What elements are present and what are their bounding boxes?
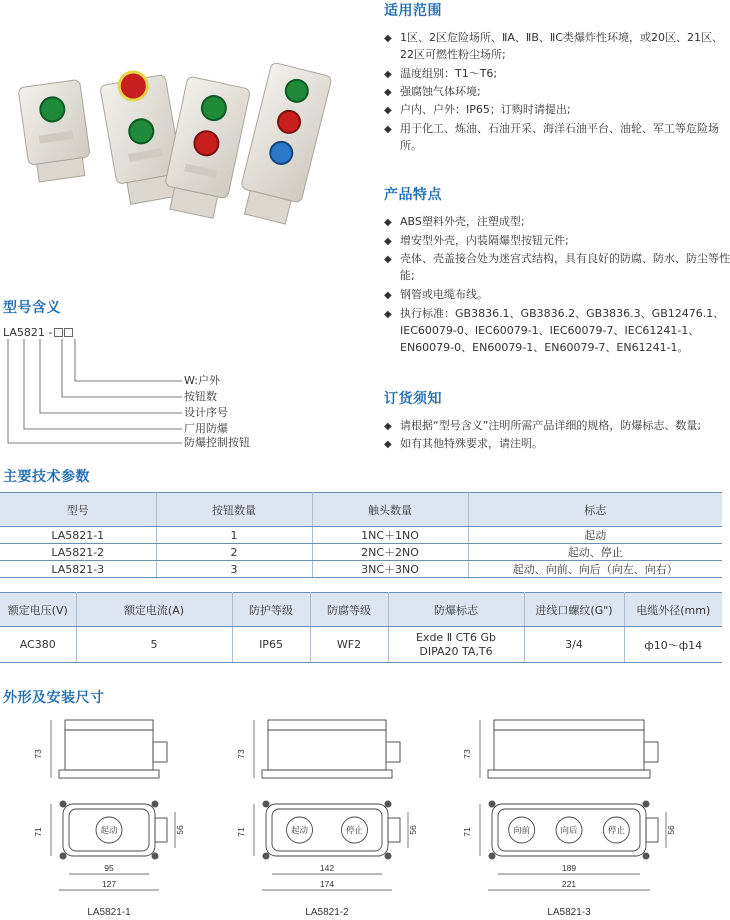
table-header-cell: 型号	[0, 493, 156, 527]
diamond-bullet-icon: ◆	[384, 33, 392, 44]
table-cell: LA5821-2	[0, 544, 156, 561]
inner-dimension: 142	[319, 863, 335, 873]
ordering-item: ◆ 请根据“型号含义”注明所需产品详细的规格，防爆标志、数量;	[384, 417, 730, 434]
ex-mark-line-2: DIPA20 TA,T6	[419, 644, 493, 658]
table-cell: IP65	[232, 627, 310, 663]
table-row	[0, 527, 722, 544]
mounting-screw-icon	[263, 853, 270, 860]
mounting-screw-icon	[263, 801, 270, 808]
table-row	[0, 544, 722, 561]
table-cell	[388, 627, 524, 663]
scope-item: ◆ 户内、户外：IP65；订购时请提出;	[384, 101, 730, 118]
drawing-caption: LA5821-1	[87, 907, 131, 918]
outer-dimension: 174	[319, 879, 335, 889]
outer-dimension: 221	[561, 879, 577, 889]
table-cell: LA5821-3	[0, 561, 156, 578]
model-label-design: 设计序号	[184, 406, 228, 419]
table-cell: 起动、向前、向后（向左、向右）	[468, 561, 722, 578]
table-header-cell: 防腐等级	[310, 593, 388, 627]
button-label: 起动	[290, 825, 309, 835]
outer-dimension: 127	[101, 879, 117, 889]
table-header-row	[0, 593, 722, 627]
diamond-bullet-icon: ◆	[384, 309, 392, 320]
table-cell: 1	[156, 527, 312, 544]
table-header-cell: 额定电流(A)	[76, 593, 232, 627]
inner-dimension: 95	[104, 863, 114, 873]
table-header-cell: 触头数量	[312, 493, 468, 527]
model-meaning-title: 型号含义	[3, 300, 61, 316]
diamond-bullet-icon: ◆	[384, 124, 392, 135]
feature-item: ◆ 钢管或电缆布线。	[384, 286, 730, 303]
diamond-bullet-icon: ◆	[384, 87, 392, 98]
mounting-screw-icon	[60, 801, 67, 808]
button-label: 停止	[345, 825, 364, 835]
mounting-screw-icon	[489, 801, 496, 808]
enclosure-1	[18, 79, 93, 183]
feature-item: ◆ 执行标准：GB3836.1、GB3836.2、GB3836.3、GB12476.1、IEC60079-0、IEC60079-1、IEC60079-7、IEC61241-1、EN60079-0、EN60079-1、EN60079-7、EN61241-1。	[384, 307, 725, 354]
params-table-2	[0, 592, 722, 663]
scope-item: ◆ 温度组别：T1～T6;	[384, 65, 730, 82]
model-code: LA5821 -	[3, 326, 73, 339]
table-cell: 2	[156, 544, 312, 561]
features-title: 产品特点	[384, 187, 442, 203]
ordering-title: 订货须知	[384, 391, 442, 407]
button-label: 向前	[513, 825, 531, 835]
table-cell: WF2	[310, 627, 388, 663]
height-dimension: 73	[236, 749, 246, 759]
lid-outline	[268, 720, 386, 730]
table-header-cell: 按钮数量	[156, 493, 312, 527]
gland-outline	[644, 742, 658, 762]
table-header-cell: 进线口螺纹(G")	[524, 593, 624, 627]
table-header-cell: 防爆标志	[388, 593, 524, 627]
table-cell: 起动	[468, 527, 722, 544]
table-header-cell: 防护等级	[232, 593, 310, 627]
model-leader-lines	[0, 335, 190, 445]
enclosure-4	[235, 62, 332, 226]
mounting-screw-icon	[152, 801, 159, 808]
table-cell: AC380	[0, 627, 76, 663]
table-cell: 5	[76, 627, 232, 663]
table-cell: 2NC＋2NO	[312, 544, 468, 561]
table-cell: 起动、停止	[468, 544, 722, 561]
scope-item: ◆ 用于化工、炼油、石油开采、海洋石油平台、油轮、军工等危险场所。	[384, 122, 719, 152]
diamond-bullet-icon: ◆	[384, 421, 392, 432]
scope-title: 适用范围	[384, 3, 442, 19]
depth-dimension: 71	[236, 827, 246, 837]
mounting-screw-icon	[152, 853, 159, 860]
params-table-1	[0, 492, 722, 578]
mounting-screw-icon	[385, 853, 392, 860]
mounting-screw-icon	[643, 853, 650, 860]
table-header-cell: 标志	[468, 493, 722, 527]
plan-gland-outline	[155, 818, 167, 842]
inner-dimension: 189	[561, 863, 577, 873]
side-dimension: 56	[408, 825, 418, 835]
depth-dimension: 71	[33, 827, 43, 837]
diamond-bullet-icon: ◆	[384, 290, 392, 301]
table-cell: 3NC＋3NO	[312, 561, 468, 578]
model-label-factory: 厂用防爆	[184, 422, 228, 435]
body-outline	[268, 730, 386, 770]
diamond-bullet-icon: ◆	[384, 217, 392, 228]
model-label-buttons: 按钮数	[184, 390, 217, 403]
base-outline	[262, 770, 392, 778]
table-cell: LA5821-1	[0, 527, 156, 544]
table-cell: 1NC＋1NO	[312, 527, 468, 544]
mounting-screw-icon	[385, 801, 392, 808]
scope-item: ◆ 1区、2区危险场所、ⅡA、ⅡB、ⅡC类爆炸性环境，或20区、21区、22区可燃性粉尘场所;	[384, 31, 723, 61]
table-row	[0, 561, 722, 578]
mounting-screw-icon	[489, 853, 496, 860]
body-outline	[494, 730, 644, 770]
mounting-screw-icon	[60, 853, 67, 860]
button-label: 向后	[560, 825, 578, 835]
lid-outline	[494, 720, 644, 730]
feature-item: ◆ 增安型外壳，内装隔爆型按钮元件;	[384, 232, 730, 249]
table-header-cell: 电缆外径(mm)	[624, 593, 722, 627]
mounting-screw-icon	[643, 801, 650, 808]
diamond-bullet-icon: ◆	[384, 254, 392, 265]
table-header-row	[0, 493, 722, 527]
plan-outline	[266, 804, 388, 856]
ex-mark-line-1: Exde Ⅱ CT6 Gb	[415, 630, 497, 644]
table-cell: ф10～ф14	[624, 627, 722, 663]
button-label: 起动	[100, 825, 118, 835]
feature-item: ◆ 壳体、壳盖接合处为迷宫式结构，具有良好的防腐、防水、防尘等性能;	[384, 252, 730, 282]
plan-gland-outline	[388, 818, 400, 842]
dimension-drawings	[0, 712, 730, 920]
table-header-cell: 额定电压(V)	[0, 593, 76, 627]
base-outline	[488, 770, 650, 778]
model-label-type: 防爆控制按钮	[184, 436, 250, 449]
lid-outline	[65, 720, 153, 730]
side-dimension: 56	[175, 825, 185, 835]
button-label: 停止	[607, 825, 625, 835]
gland-outline	[153, 742, 167, 762]
table-row	[0, 627, 722, 663]
height-dimension: 73	[462, 749, 472, 759]
scope-item: ◆ 强腐蚀气体环境;	[384, 83, 730, 100]
table-cell: 3/4	[524, 627, 624, 663]
diamond-bullet-icon: ◆	[384, 69, 392, 80]
plan-gland-outline	[646, 818, 658, 842]
dimensions-title: 外形及安装尺寸	[3, 690, 105, 706]
tech-params-title: 主要技术参数	[3, 469, 90, 485]
enclosure-3	[160, 76, 250, 220]
diamond-bullet-icon: ◆	[384, 439, 392, 450]
table-cell: 3	[156, 561, 312, 578]
diamond-bullet-icon: ◆	[384, 236, 392, 247]
body-outline	[65, 730, 153, 770]
drawing-caption: LA5821-2	[305, 907, 349, 918]
drawing-caption: LA5821-3	[547, 907, 591, 918]
product-photo	[10, 60, 340, 230]
side-dimension: 56	[666, 825, 676, 835]
height-dimension: 73	[33, 749, 43, 759]
base-outline	[59, 770, 159, 778]
gland-outline	[386, 742, 400, 762]
ordering-item: ◆ 如有其他特殊要求，请注明。	[384, 435, 730, 452]
depth-dimension: 71	[462, 827, 472, 837]
feature-item: ◆ ABS塑料外壳，注塑成型;	[384, 213, 730, 230]
diamond-bullet-icon: ◆	[384, 105, 392, 116]
model-label-w: W:户外	[184, 374, 220, 387]
